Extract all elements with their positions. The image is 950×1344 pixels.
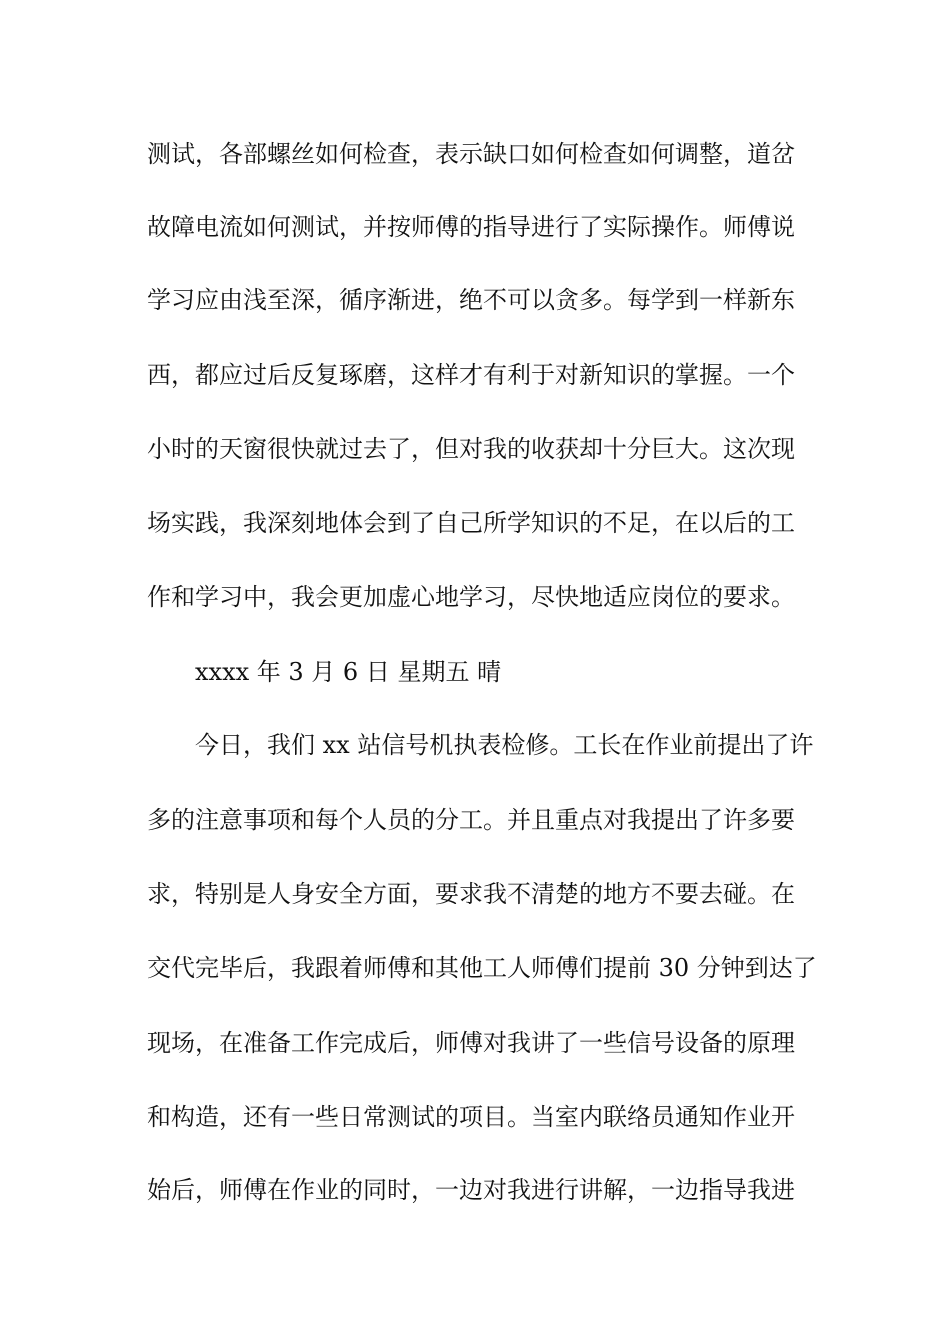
text-line-4: 西，都应过后反复琢磨，这样才有利于对新知识的掌握。一个 (147, 361, 795, 389)
text-line-14: 和构造，还有一些日常测试的项目。当室内联络员通知作业开 (147, 1103, 795, 1131)
text-line-2: 故障电流如何测试，并按师傅的指导进行了实际操作。师傅说 (147, 213, 795, 241)
text-line-11: 求，特别是人身安全方面，要求我不清楚的地方不要去碰。在 (147, 880, 795, 908)
text-line-10: 多的注意事项和每个人员的分工。并且重点对我提出了许多要 (147, 806, 795, 834)
text-line-7: 作和学习中，我会更加虚心地学习，尽快地适应岗位的要求。 (147, 583, 795, 611)
text-line-5: 小时的天窗很快就过去了，但对我的收获却十分巨大。这次现 (147, 435, 795, 463)
text-line-15: 始后，师傅在作业的同时，一边对我进行讲解，一边指导我进 (147, 1176, 795, 1204)
diary-date-heading: xxxx 年 3 月 6 日 星期五 晴 (195, 658, 502, 686)
text-line-3: 学习应由浅至深，循序渐进，绝不可以贪多。每学到一样新东 (147, 286, 795, 314)
text-line-13: 现场，在准备工作完成后，师傅对我讲了一些信号设备的原理 (147, 1029, 795, 1057)
text-line-1: 测试，各部螺丝如何检查，表示缺口如何检查如何调整，道岔 (147, 140, 795, 168)
text-line-6: 场实践，我深刻地体会到了自己所学知识的不足，在以后的工 (147, 509, 795, 537)
text-line-12: 交代完毕后，我跟着师傅和其他工人师傅们提前 30 分钟到达了 (147, 954, 817, 982)
text-line-9: 今日，我们 xx 站信号机执表检修。工长在作业前提出了许 (195, 731, 814, 759)
